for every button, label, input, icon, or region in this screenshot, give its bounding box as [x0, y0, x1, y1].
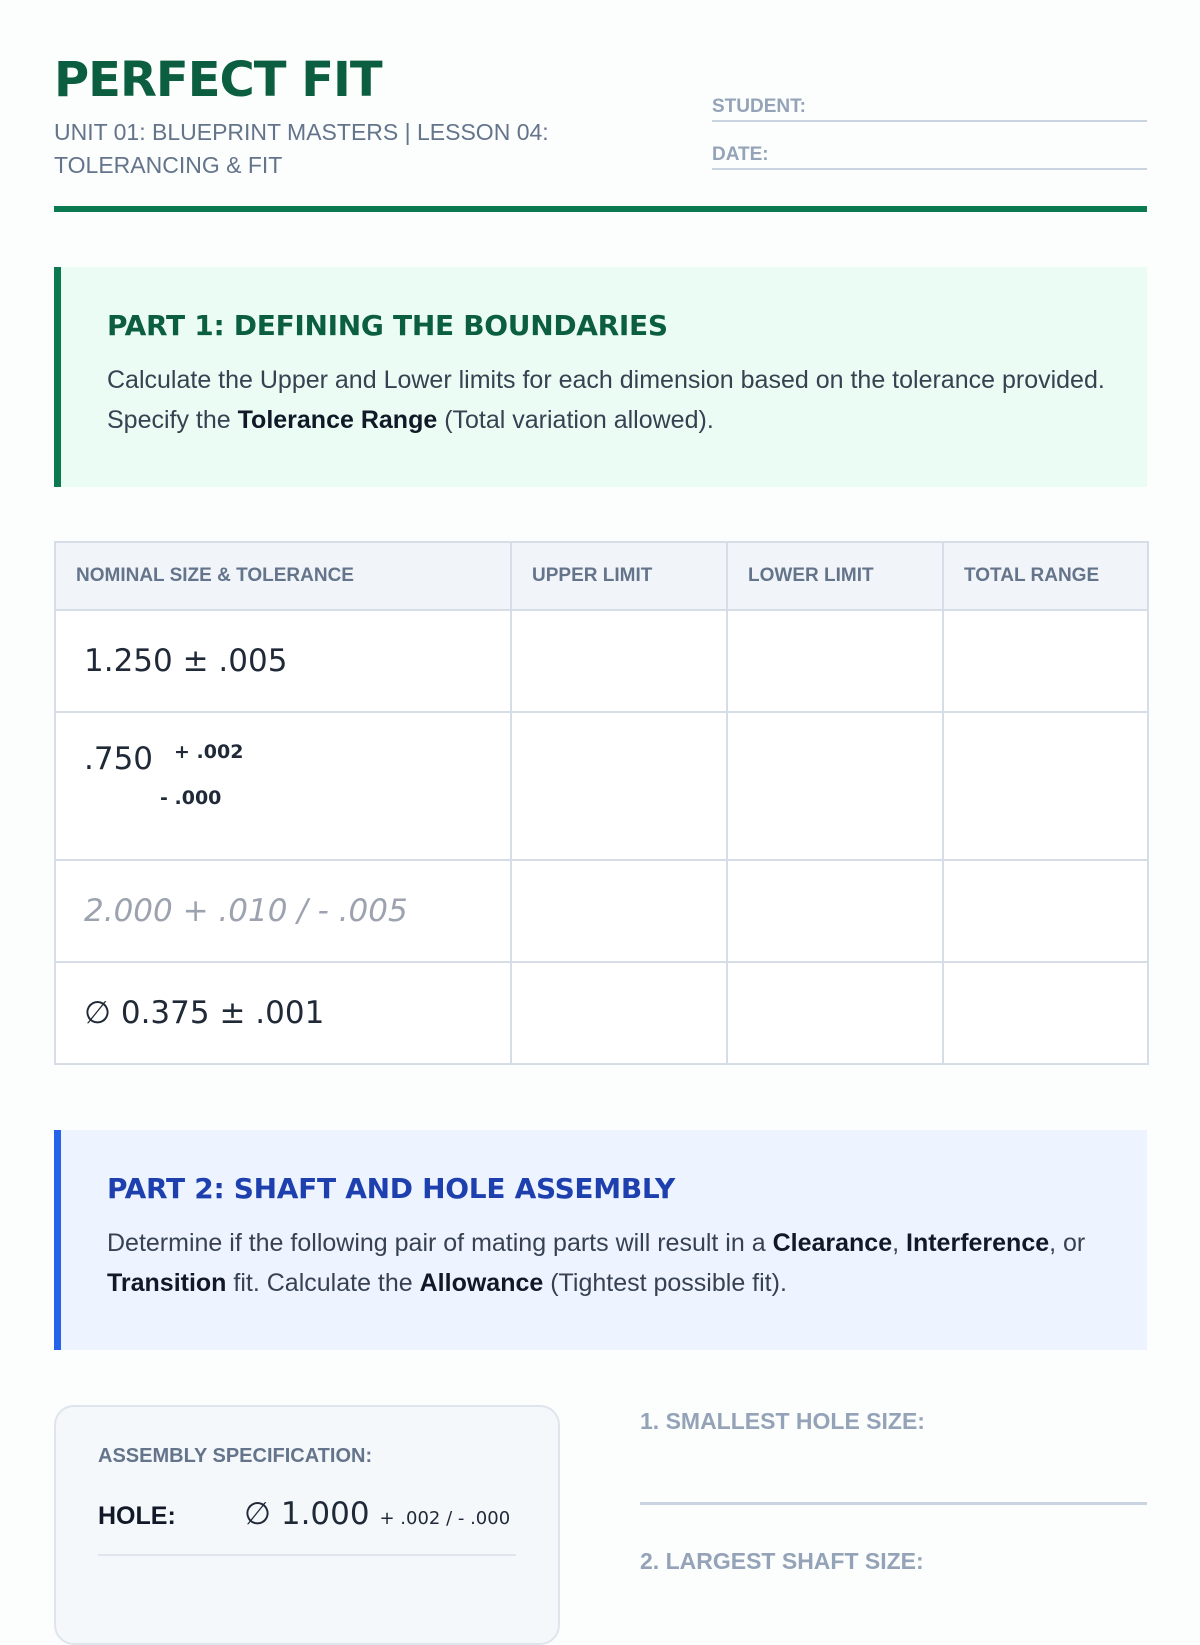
nominal-cell [55, 962, 511, 1064]
hole-value [244, 1496, 510, 1532]
smallest-hole-answer-line[interactable] [640, 1408, 1147, 1505]
assembly-spec-label: ASSEMBLY SPECIFICATION: [98, 1445, 373, 1467]
part1-text-b: (Total variation allowed). [437, 406, 714, 434]
table-row [55, 860, 1148, 962]
upper-deviation: + .002 [174, 741, 244, 763]
dimension-value: ∅ 0.375 ± .001 [84, 995, 325, 1031]
upper-limit-input[interactable] [511, 712, 727, 860]
lesson-subtitle: UNIT 01: BLUEPRINT MASTERS | LESSON 04: TOLERANCING & FIT [54, 119, 549, 178]
interference-term: Interference [906, 1229, 1050, 1257]
col-header-lower: LOWER LIMIT [727, 542, 943, 610]
worksheet-header [54, 0, 1147, 214]
dimension-value: 2.000 + .010 / - .005 [84, 893, 408, 929]
part1-instructions [54, 267, 1147, 487]
hole-nominal: ∅ 1.000 [244, 1496, 370, 1532]
part2-instructions [54, 1130, 1147, 1350]
lower-limit-input[interactable] [727, 712, 943, 860]
dimension-value: 1.250 ± .005 [84, 643, 288, 679]
header-divider [54, 206, 1147, 212]
student-label: STUDENT: [712, 96, 806, 117]
hole-label: HOLE: [98, 1502, 176, 1530]
upper-limit-input[interactable] [511, 610, 727, 712]
tolerance-table [54, 541, 1149, 1065]
lower-deviation: - .000 [160, 787, 222, 809]
part1-text [107, 360, 1107, 440]
assembly-spec-card [54, 1405, 560, 1645]
clearance-term: Clearance [772, 1229, 893, 1257]
total-range-input[interactable] [943, 860, 1148, 962]
col-header-upper: UPPER LIMIT [511, 542, 727, 610]
stacked-tolerance [84, 713, 482, 859]
total-range-input[interactable] [943, 610, 1148, 712]
part2-text-d: fit. Calculate the [226, 1269, 420, 1297]
part2-text-e: (Tightest possible fit). [543, 1269, 787, 1297]
allowance-term: Allowance [419, 1269, 544, 1297]
question-2-label: 2. LARGEST SHAFT SIZE: [640, 1548, 924, 1574]
part1-text-a: Calculate the Upper and Lower limits for each dimension based on the tolerance provided. Specify the [107, 366, 1105, 434]
hole-spec-row [98, 1494, 516, 1556]
lower-limit-input[interactable] [727, 610, 943, 712]
col-header-range: TOTAL RANGE [943, 542, 1148, 610]
col-header-nominal: NOMINAL SIZE & TOLERANCE [55, 542, 511, 610]
upper-limit-input[interactable] [511, 962, 727, 1064]
upper-limit-input[interactable] [511, 860, 727, 962]
date-label: DATE: [712, 144, 769, 165]
lower-limit-input[interactable] [727, 860, 943, 962]
transition-term: Transition [107, 1269, 227, 1297]
nominal-cell [55, 712, 511, 860]
hole-tolerance: + .002 / - .000 [379, 1508, 511, 1529]
part2-text-c: , or [1049, 1229, 1086, 1257]
question-1-label: 1. SMALLEST HOLE SIZE: [640, 1408, 925, 1434]
table-row [55, 610, 1148, 712]
table-header-row [55, 542, 1148, 610]
part2-text-a: Determine if the following pair of mating parts will result in a [107, 1229, 773, 1257]
page-title: PERFECT FIT [54, 52, 382, 108]
lower-limit-input[interactable] [727, 962, 943, 1064]
part2-text-b: , [892, 1229, 907, 1257]
part2-text [107, 1223, 1107, 1303]
part1-heading: PART 1: DEFINING THE BOUNDARIES [107, 309, 668, 342]
table-row [55, 712, 1148, 860]
nominal-cell [55, 610, 511, 712]
part2-heading: PART 2: SHAFT AND HOLE ASSEMBLY [107, 1172, 676, 1205]
nominal-cell [55, 860, 511, 962]
part1-text-bold: Tolerance Range [237, 406, 438, 434]
dimension-value: .750 [84, 741, 154, 777]
total-range-input[interactable] [943, 962, 1148, 1064]
largest-shaft-answer-line[interactable] [640, 1548, 1147, 1575]
total-range-input[interactable] [943, 712, 1148, 860]
table-row [55, 962, 1148, 1064]
worksheet-page [54, 0, 1147, 1574]
date-field[interactable] [712, 144, 1147, 170]
student-name-field[interactable] [712, 96, 1147, 122]
